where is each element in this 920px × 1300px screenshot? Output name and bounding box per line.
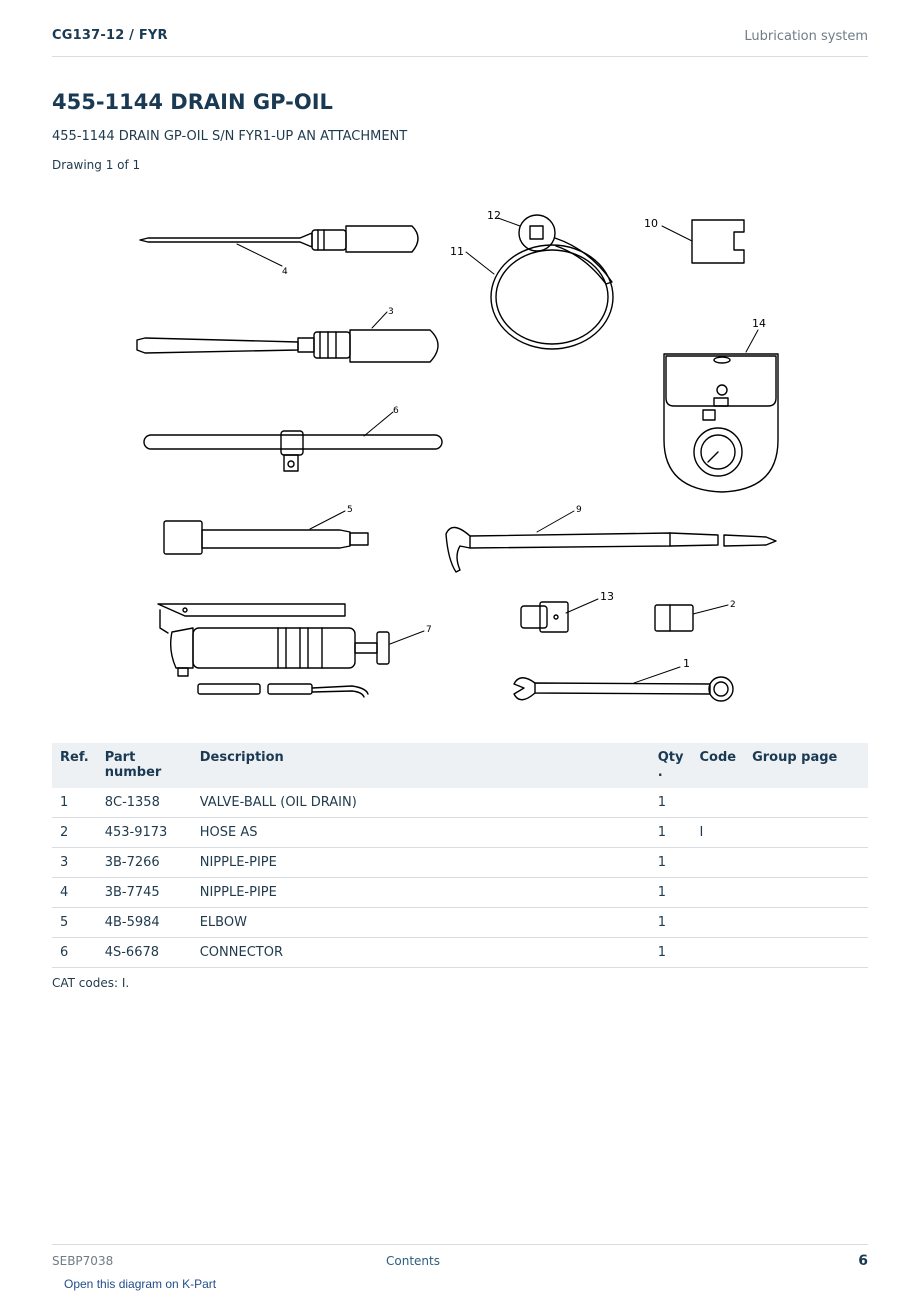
callout-label: 14 xyxy=(752,317,766,330)
tool-socket xyxy=(655,605,693,631)
cell-description: CONNECTOR xyxy=(192,938,650,968)
cell-code xyxy=(691,878,744,908)
page-header xyxy=(52,28,868,57)
tool-screwdriver-large xyxy=(137,330,438,362)
column-header-qty: Qty . xyxy=(650,743,692,788)
table-row xyxy=(52,788,868,818)
page-footer xyxy=(52,1244,868,1275)
cat-codes-note: CAT codes: I. xyxy=(52,976,130,990)
cell-description: ELBOW xyxy=(192,908,650,938)
column-header-description: Description xyxy=(192,743,650,788)
page-title: 455-1144 DRAIN GP-OIL xyxy=(52,90,333,114)
cell-part-number: 3B-7745 xyxy=(97,878,192,908)
table-row xyxy=(52,938,868,968)
page-subtitle: 455-1144 DRAIN GP-OIL S/N FYR1-UP AN ATTACHMENT xyxy=(52,129,408,144)
parts-table xyxy=(52,743,868,968)
cell-code xyxy=(691,848,744,878)
series-number: SEBP7038 xyxy=(52,1254,114,1268)
callout-label: 12 xyxy=(487,209,501,222)
cell-part-number: 4S-6678 xyxy=(97,938,192,968)
cell-code: I xyxy=(691,818,744,848)
cell-part-number: 453-9173 xyxy=(97,818,192,848)
cell-code xyxy=(691,908,744,938)
table-row xyxy=(52,848,868,878)
cell-group-page xyxy=(744,848,868,878)
tool-adapter xyxy=(521,602,568,632)
tool-grease-gun xyxy=(158,604,389,697)
cell-ref: 1 xyxy=(52,788,97,818)
cell-description: HOSE AS xyxy=(192,818,650,848)
cell-group-page xyxy=(744,908,868,938)
callout-label: 11 xyxy=(450,245,464,258)
tool-pry-bar xyxy=(446,527,776,572)
cell-group-page xyxy=(744,818,868,848)
cell-ref: 2 xyxy=(52,818,97,848)
column-header-ref: Ref. xyxy=(52,743,97,788)
parts-diagram xyxy=(120,196,800,716)
table-row xyxy=(52,908,868,938)
column-header-code: Code xyxy=(691,743,744,788)
contents-link[interactable]: Contents xyxy=(386,1254,440,1268)
cell-ref: 3 xyxy=(52,848,97,878)
cell-description: NIPPLE-PIPE xyxy=(192,878,650,908)
drawing-count: Drawing 1 of 1 xyxy=(52,158,141,172)
callout-label: 7 xyxy=(426,625,432,635)
cell-code xyxy=(691,788,744,818)
cell-qty: 1 xyxy=(650,788,692,818)
cell-part-number: 8C-1358 xyxy=(97,788,192,818)
callout-label: 10 xyxy=(644,217,658,230)
cell-description: VALVE-BALL (OIL DRAIN) xyxy=(192,788,650,818)
cell-ref: 6 xyxy=(52,938,97,968)
cell-qty: 1 xyxy=(650,878,692,908)
callout-label: 5 xyxy=(347,505,353,515)
callout-label: 13 xyxy=(600,590,614,603)
table-row xyxy=(52,818,868,848)
cell-qty: 1 xyxy=(650,908,692,938)
tool-screwdriver-small xyxy=(140,226,418,252)
cell-part-number: 3B-7266 xyxy=(97,848,192,878)
cell-ref: 5 xyxy=(52,908,97,938)
cell-part-number: 4B-5984 xyxy=(97,908,192,938)
tool-combination-wrench xyxy=(514,677,733,701)
cell-group-page xyxy=(744,938,868,968)
callout-label: 6 xyxy=(393,406,399,416)
callout-label: 9 xyxy=(576,505,582,515)
callout-label: 4 xyxy=(282,267,288,277)
callout-label: 2 xyxy=(730,600,736,610)
tool-tee-handle xyxy=(144,431,442,471)
section-name: Lubrication system xyxy=(744,29,868,44)
cell-group-page xyxy=(744,788,868,818)
cell-description: NIPPLE-PIPE xyxy=(192,848,650,878)
callout-label: 1 xyxy=(683,657,690,670)
table-row xyxy=(52,878,868,908)
table-header-row xyxy=(52,743,868,788)
cell-code xyxy=(691,938,744,968)
cell-qty: 1 xyxy=(650,938,692,968)
cell-ref: 4 xyxy=(52,878,97,908)
column-header-group-page: Group page xyxy=(744,743,868,788)
cell-qty: 1 xyxy=(650,818,692,848)
cell-qty: 1 xyxy=(650,848,692,878)
tool-strap-wrench xyxy=(491,215,613,349)
cell-group-page xyxy=(744,878,868,908)
callout-label: 3 xyxy=(388,307,394,317)
tool-gauge-pouch xyxy=(664,354,778,492)
tool-extension xyxy=(164,521,368,554)
column-header-part-number: Part number xyxy=(97,743,192,788)
page-number: 6 xyxy=(858,1253,868,1269)
document-id: CG137-12 / FYR xyxy=(52,28,168,43)
open-kpart-link[interactable]: Open this diagram on K-Part xyxy=(64,1277,217,1291)
tool-plate xyxy=(692,220,744,263)
